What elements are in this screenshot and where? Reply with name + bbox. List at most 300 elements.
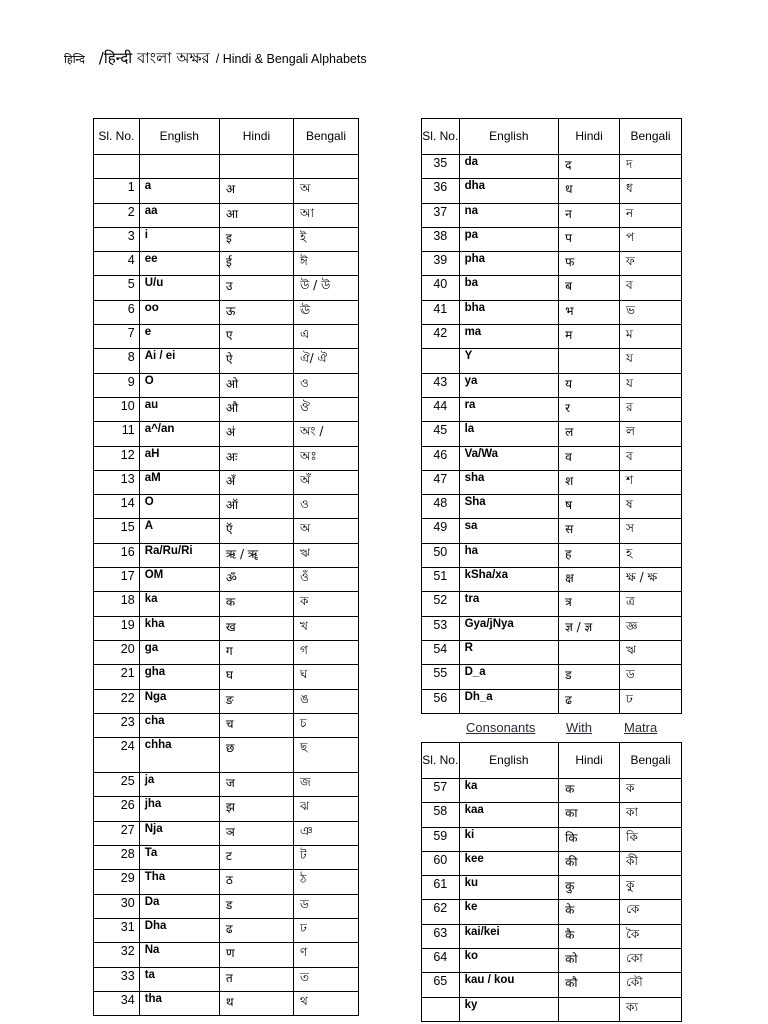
bengali-cell: ধ: [620, 179, 682, 203]
english-cell: e: [139, 325, 219, 349]
english-cell: cha: [139, 713, 219, 737]
sl-cell: [422, 997, 460, 1021]
header-sl: Sl. No.: [94, 119, 140, 155]
sl-cell: 43: [422, 373, 460, 397]
hindi-cell: म: [559, 325, 620, 349]
english-cell: kSha/xa: [459, 568, 559, 592]
table-row: [422, 276, 682, 300]
bengali-cell: ড: [620, 665, 682, 689]
hindi-cell: ई: [219, 252, 293, 276]
hindi-cell: य: [559, 373, 620, 397]
bengali-cell: ই: [294, 227, 359, 251]
table-row: [422, 827, 682, 851]
english-cell: O: [139, 373, 219, 397]
sl-cell: 56: [422, 689, 460, 713]
table-row: [422, 519, 682, 543]
hindi-cell: ख: [219, 616, 293, 640]
sl-cell: 47: [422, 470, 460, 494]
english-cell: a^/an: [139, 422, 219, 446]
bengali-cell: ছ: [294, 738, 359, 773]
table-row: [422, 973, 682, 997]
header-bengali: Bengali: [294, 119, 359, 155]
hindi-cell: [559, 640, 620, 664]
hindi-cell: ऋ / ॠ: [219, 543, 293, 567]
table-row: [94, 943, 359, 967]
sl-cell: 21: [94, 665, 140, 689]
sl-cell: 11: [94, 422, 140, 446]
hindi-cell: का: [559, 803, 620, 827]
table-row: [422, 900, 682, 924]
hindi-cell: को: [559, 949, 620, 973]
hindi-cell: इ: [219, 227, 293, 251]
bengali-cell: ব: [620, 446, 682, 470]
english-cell: aa: [139, 203, 219, 227]
sl-cell: 51: [422, 568, 460, 592]
bengali-cell: ঊ: [294, 300, 359, 324]
hindi-cell: ए: [219, 325, 293, 349]
english-cell: Na: [139, 943, 219, 967]
bengali-cell: ম: [620, 325, 682, 349]
bengali-cell: চ: [294, 713, 359, 737]
bengali-cell: খ: [294, 616, 359, 640]
bengali-cell: গ: [294, 640, 359, 664]
alphabet-table-left: [93, 118, 359, 1016]
english-cell: a: [139, 179, 219, 203]
table-row: [94, 568, 359, 592]
table-row: [422, 689, 682, 713]
bengali-cell: ঐ/ ঐ: [294, 349, 359, 373]
table-row: [94, 519, 359, 543]
sl-cell: 41: [422, 300, 460, 324]
table-row: [94, 422, 359, 446]
sl-cell: 32: [94, 943, 140, 967]
hindi-cell: ल: [559, 422, 620, 446]
bengali-cell: অং /: [294, 422, 359, 446]
sl-cell: 57: [422, 779, 460, 803]
sl-cell: 63: [422, 924, 460, 948]
table-row: [94, 203, 359, 227]
hindi-cell: झ: [219, 797, 293, 821]
hindi-cell: अं: [219, 422, 293, 446]
header-hindi: Hindi: [559, 119, 620, 155]
table-row: [422, 568, 682, 592]
english-cell: ka: [139, 592, 219, 616]
bengali-cell: ট: [294, 846, 359, 870]
hindi-cell: अ: [219, 179, 293, 203]
sl-cell: 7: [94, 325, 140, 349]
bengali-cell: ক্ষ / ক্ষ: [620, 568, 682, 592]
table-row: [422, 779, 682, 803]
bengali-cell: ণ: [294, 943, 359, 967]
hindi-cell: कै: [559, 924, 620, 948]
table-row: [94, 738, 359, 773]
english-cell: ga: [139, 640, 219, 664]
hindi-cell: ओ: [219, 373, 293, 397]
hindi-cell: ऑ: [219, 495, 293, 519]
table-row: [94, 349, 359, 373]
english-cell: aM: [139, 470, 219, 494]
hindi-cell: ढ: [559, 689, 620, 713]
table-row: [94, 227, 359, 251]
hindi-cell: अँ: [219, 470, 293, 494]
page-title: [64, 47, 367, 72]
english-cell: kee: [459, 851, 559, 875]
sl-cell: 61: [422, 876, 460, 900]
table-row: [422, 373, 682, 397]
hindi-cell: क्ष: [559, 568, 620, 592]
sl-cell: 23: [94, 713, 140, 737]
bengali-cell: ঙ: [294, 689, 359, 713]
english-cell: sa: [459, 519, 559, 543]
english-cell: ba: [459, 276, 559, 300]
heading-word-matra: Matra: [624, 720, 658, 735]
table-row: [94, 713, 359, 737]
bengali-cell: কা: [620, 803, 682, 827]
bengali-cell: ক: [294, 592, 359, 616]
english-cell: sha: [459, 470, 559, 494]
table-row: [422, 949, 682, 973]
english-cell: na: [459, 203, 559, 227]
hindi-cell: ज: [219, 773, 293, 797]
table-row: [94, 689, 359, 713]
table-row: [422, 665, 682, 689]
table-row: [422, 543, 682, 567]
bengali-cell: ঞ: [294, 821, 359, 845]
sl-cell: 5: [94, 276, 140, 300]
hindi-cell: ऊ: [219, 300, 293, 324]
table-row: [422, 397, 682, 421]
hindi-cell: ज्ञ / ज्ञ: [559, 616, 620, 640]
english-cell: bha: [459, 300, 559, 324]
table-row: [422, 349, 682, 373]
table-row: [422, 227, 682, 251]
english-cell: R: [459, 640, 559, 664]
bengali-cell: কৈ: [620, 924, 682, 948]
english-cell: kau / kou: [459, 973, 559, 997]
sl-cell: 60: [422, 851, 460, 875]
bengali-cell: হ: [620, 543, 682, 567]
bengali-cell: ব: [620, 276, 682, 300]
bengali-cell: য: [620, 349, 682, 373]
header-bengali: Bengali: [620, 743, 682, 779]
hindi-cell: कौ: [559, 973, 620, 997]
english-cell: ta: [139, 967, 219, 991]
table-row: [422, 300, 682, 324]
hindi-cell: ग: [219, 640, 293, 664]
bengali-cell: থ: [294, 991, 359, 1015]
table-row: [94, 446, 359, 470]
table-row: [94, 325, 359, 349]
english-cell: oo: [139, 300, 219, 324]
table-row: [422, 495, 682, 519]
english-cell: ky: [459, 997, 559, 1021]
hindi-cell: न: [559, 203, 620, 227]
table-row: [94, 640, 359, 664]
hindi-cell: श: [559, 470, 620, 494]
alphabet-table-right: [421, 118, 682, 714]
english-cell: au: [139, 397, 219, 421]
english-cell: A: [139, 519, 219, 543]
english-cell: i: [139, 227, 219, 251]
bengali-cell: ত্র: [620, 592, 682, 616]
hindi-cell: ट: [219, 846, 293, 870]
sl-cell: 30: [94, 894, 140, 918]
table-row: [422, 203, 682, 227]
english-cell: la: [459, 422, 559, 446]
bengali-cell: কো: [620, 949, 682, 973]
english-cell: ra: [459, 397, 559, 421]
bengali-cell: ও: [294, 495, 359, 519]
table-row: [94, 894, 359, 918]
hindi-cell: के: [559, 900, 620, 924]
english-cell: aH: [139, 446, 219, 470]
table-row: [94, 276, 359, 300]
hindi-cell: [559, 349, 620, 373]
english-cell: Nga: [139, 689, 219, 713]
hindi-cell: आ: [219, 203, 293, 227]
sl-cell: [422, 349, 460, 373]
bengali-cell: কু: [620, 876, 682, 900]
bengali-cell: ত: [294, 967, 359, 991]
sl-cell: 35: [422, 155, 460, 179]
bengali-cell: অ: [294, 519, 359, 543]
header-hindi: Hindi: [559, 743, 620, 779]
hindi-cell: [559, 997, 620, 1021]
bengali-cell: ঢ: [294, 918, 359, 942]
header-sl: Sl. No.: [422, 119, 460, 155]
sl-cell: 6: [94, 300, 140, 324]
sl-cell: 10: [94, 397, 140, 421]
sl-cell: 24: [94, 738, 140, 773]
table-row: [94, 470, 359, 494]
hindi-cell: [219, 155, 293, 179]
bengali-cell: [294, 155, 359, 179]
english-cell: chha: [139, 738, 219, 773]
english-cell: dha: [459, 179, 559, 203]
table-row: [422, 446, 682, 470]
hindi-cell: थ: [219, 991, 293, 1015]
sl-cell: 22: [94, 689, 140, 713]
sl-cell: 64: [422, 949, 460, 973]
bengali-cell: ঠ: [294, 870, 359, 894]
table-row: [422, 592, 682, 616]
bengali-cell: য: [620, 373, 682, 397]
bengali-cell: ও: [294, 373, 359, 397]
english-cell: Ra/Ru/Ri: [139, 543, 219, 567]
sl-cell: 8: [94, 349, 140, 373]
english-cell: Nja: [139, 821, 219, 845]
table-row: [94, 543, 359, 567]
sl-cell: 36: [422, 179, 460, 203]
table-row: [94, 155, 359, 179]
bengali-cell: ঋ: [620, 640, 682, 664]
bengali-cell: ভ: [620, 300, 682, 324]
hindi-cell: औ: [219, 397, 293, 421]
bengali-cell: অ: [294, 179, 359, 203]
bengali-cell: দ: [620, 155, 682, 179]
sl-cell: 50: [422, 543, 460, 567]
hindi-cell: कु: [559, 876, 620, 900]
bengali-cell: অঃ: [294, 446, 359, 470]
bengali-cell: ঘ: [294, 665, 359, 689]
table-row: [94, 665, 359, 689]
sl-cell: 14: [94, 495, 140, 519]
english-cell: D_a: [459, 665, 559, 689]
table-row: [94, 918, 359, 942]
hindi-cell: ङ: [219, 689, 293, 713]
header-hindi: Hindi: [219, 119, 293, 155]
heading-word-consonants: Consonants: [466, 720, 536, 735]
sl-cell: 29: [94, 870, 140, 894]
sl-cell: 25: [94, 773, 140, 797]
sl-cell: 40: [422, 276, 460, 300]
sl-cell: 26: [94, 797, 140, 821]
sl-cell: 28: [94, 846, 140, 870]
hindi-cell: ण: [219, 943, 293, 967]
title-part-1: हिन्दि: [64, 53, 85, 66]
table-row: [422, 422, 682, 446]
english-cell: Va/Wa: [459, 446, 559, 470]
english-cell: [139, 155, 219, 179]
sl-cell: 62: [422, 900, 460, 924]
hindi-cell: ढ: [219, 918, 293, 942]
english-cell: ki: [459, 827, 559, 851]
sl-cell: 54: [422, 640, 460, 664]
table-row: [94, 592, 359, 616]
sl-cell: 46: [422, 446, 460, 470]
matra-table: [421, 742, 682, 1022]
hindi-cell: घ: [219, 665, 293, 689]
hindi-cell: भ: [559, 300, 620, 324]
table-row: [94, 773, 359, 797]
sl-cell: 37: [422, 203, 460, 227]
table-row: [422, 803, 682, 827]
table-row: [422, 179, 682, 203]
table-row: [422, 616, 682, 640]
english-cell: Dh_a: [459, 689, 559, 713]
sl-cell: 58: [422, 803, 460, 827]
english-cell: ha: [459, 543, 559, 567]
hindi-cell: च: [219, 713, 293, 737]
english-cell: ma: [459, 325, 559, 349]
english-cell: OM: [139, 568, 219, 592]
sl-cell: 44: [422, 397, 460, 421]
hindi-cell: छ: [219, 738, 293, 773]
sl-cell: [94, 155, 140, 179]
bengali-cell: ক্য: [620, 997, 682, 1021]
header-sl: Sl. No.: [422, 743, 460, 779]
sl-cell: 33: [94, 967, 140, 991]
english-cell: U/u: [139, 276, 219, 300]
bengali-cell: জ: [294, 773, 359, 797]
sl-cell: 4: [94, 252, 140, 276]
table-row: [94, 967, 359, 991]
hindi-cell: की: [559, 851, 620, 875]
bengali-cell: প: [620, 227, 682, 251]
sl-cell: 42: [422, 325, 460, 349]
bengali-cell: ড: [294, 894, 359, 918]
bengali-cell: স: [620, 519, 682, 543]
header-bengali: Bengali: [620, 119, 682, 155]
english-cell: kaa: [459, 803, 559, 827]
hindi-cell: ठ: [219, 870, 293, 894]
english-cell: Dha: [139, 918, 219, 942]
bengali-cell: ন: [620, 203, 682, 227]
bengali-cell: ঈ: [294, 252, 359, 276]
sl-cell: 2: [94, 203, 140, 227]
hindi-cell: ष: [559, 495, 620, 519]
table-row: [422, 640, 682, 664]
table-row: [94, 797, 359, 821]
bengali-cell: কৌ: [620, 973, 682, 997]
bengali-cell: জ্ঞ: [620, 616, 682, 640]
sl-cell: 52: [422, 592, 460, 616]
table-row: [422, 252, 682, 276]
table-row: [94, 616, 359, 640]
bengali-cell: ক: [620, 779, 682, 803]
english-cell: ka: [459, 779, 559, 803]
english-cell: tha: [139, 991, 219, 1015]
hindi-cell: क: [559, 779, 620, 803]
english-cell: Ta: [139, 846, 219, 870]
table-row: [422, 997, 682, 1021]
sl-cell: 53: [422, 616, 460, 640]
hindi-cell: ऐ: [219, 349, 293, 373]
hindi-cell: उ: [219, 276, 293, 300]
sl-cell: 55: [422, 665, 460, 689]
bengali-cell: ঋ: [294, 543, 359, 567]
sl-cell: 9: [94, 373, 140, 397]
sl-cell: 13: [94, 470, 140, 494]
english-cell: ee: [139, 252, 219, 276]
english-cell: tra: [459, 592, 559, 616]
bengali-cell: ওঁ: [294, 568, 359, 592]
table-row: [422, 470, 682, 494]
hindi-cell: स: [559, 519, 620, 543]
bengali-cell: ল: [620, 422, 682, 446]
hindi-cell: त: [219, 967, 293, 991]
english-cell: gha: [139, 665, 219, 689]
table-row: [94, 300, 359, 324]
table-row: [94, 821, 359, 845]
table-row: [422, 924, 682, 948]
table-row: [94, 846, 359, 870]
english-cell: Ai / ei: [139, 349, 219, 373]
bengali-cell: এ: [294, 325, 359, 349]
hindi-cell: ॐ: [219, 568, 293, 592]
sl-cell: 16: [94, 543, 140, 567]
header-english: English: [139, 119, 219, 155]
sl-cell: 18: [94, 592, 140, 616]
bengali-cell: র: [620, 397, 682, 421]
english-cell: pha: [459, 252, 559, 276]
table-row: [94, 991, 359, 1015]
bengali-cell: কে: [620, 900, 682, 924]
table-row: [422, 325, 682, 349]
table-row: [422, 851, 682, 875]
sl-cell: 17: [94, 568, 140, 592]
bengali-cell: ঔ: [294, 397, 359, 421]
sl-cell: 12: [94, 446, 140, 470]
english-cell: O: [139, 495, 219, 519]
bengali-cell: কী: [620, 851, 682, 875]
table-row: [94, 870, 359, 894]
english-cell: Tha: [139, 870, 219, 894]
hindi-cell: ञ: [219, 821, 293, 845]
hindi-cell: ड: [559, 665, 620, 689]
english-cell: Sha: [459, 495, 559, 519]
title-part-2: /हिन्दी বাংলা অক্ষর: [98, 49, 210, 67]
